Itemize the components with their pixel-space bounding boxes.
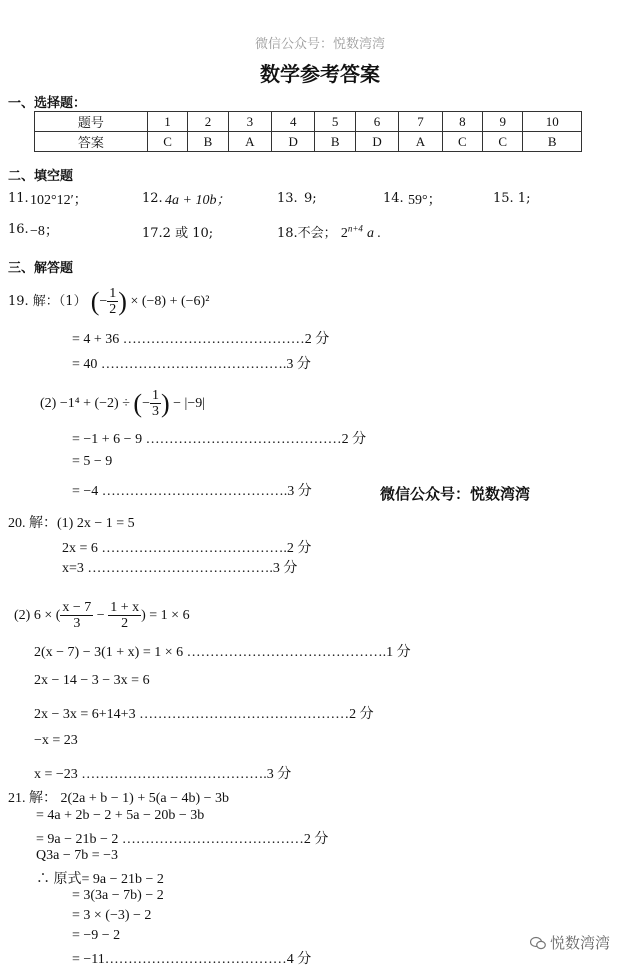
table-cell: 9 [483,112,523,132]
q21-step7: = −9 − 2 [72,928,121,943]
fill-q15: 15. 1; [493,191,531,206]
q19-step1: = 4 + 36 …………………………………2 分 [72,332,330,347]
table-cell: A [399,132,442,152]
wechat-icon [530,936,546,950]
q21-step1: = 4a + 2b − 2 + 5a − 20b − 3b [36,808,205,823]
table-cell: 2 [188,112,228,132]
fill-q14-number: 14. [383,191,404,206]
fraction: $\frac{1}{3}$ [151,388,159,420]
section-solutions: 三、解答题 [8,261,74,276]
table-cell: 5 [315,112,355,132]
fraction: $\frac{1 + x}{2}$ [110,600,140,632]
q19-step2: = 40 ………………………………….3 分 [72,357,311,372]
q20-step1: 2x = 6 ………………………………….2 分 [62,541,312,556]
q20-part2: (2) 6 × ( $\frac{x - 7}{3}$ − $\frac{1 + x}{2}$ ) = 1 × 6 [14,600,190,632]
fill-q18-exponent: n+4 [347,223,363,234]
table-cell: C [483,132,523,152]
table-cell: B [315,132,355,152]
watermark-top: 微信公众号：悦数湾湾 [254,37,385,52]
watermark-brand: 悦数湾湾 [550,934,611,952]
table-cell: A [228,132,271,152]
q19-part1 [8,286,209,318]
fill-q14-answer: 59°； [408,193,442,208]
watermark-bottom-right [530,932,610,953]
q21-step2: = 9a − 21b − 2 …………………………………2 分 [36,832,329,847]
table-row [35,132,582,152]
q20-step2: x=3 ………………………………….3 分 [62,561,298,576]
fraction: $\frac{1}{2}$ [109,286,117,318]
table-cell: 1 [147,112,187,132]
fill-q12-answer: 4a + 10b； [165,193,231,208]
table-cell: D [355,132,398,152]
fill-q16-number: 16. [8,222,29,237]
table-cell: C [442,132,482,152]
fill-q18-base: 2 [340,226,348,241]
fill-q11-number: 11. [8,191,29,206]
q21-step8: = −11…………………………………4 分 [72,952,312,967]
table-cell: 题号 [35,112,148,132]
q19-expression: (− $\frac{1}{2}$ ) × (−8) + (−6)² [90,286,210,318]
fill-q11-answer: 102°12′； [30,193,88,208]
table-cell: B [523,132,582,152]
q20-step7: x = −23 ………………………………….3 分 [34,767,292,782]
table-cell: 7 [399,112,442,132]
fill-q18-tail: a . [367,226,382,241]
section-fill-in: 二、填空题 [8,169,74,184]
table-cell: 答案 [35,132,148,152]
q19-step5: = −4 ………………………………….3 分 [72,484,312,499]
q19-label: 19. 解：（1） [8,294,87,310]
fill-q12-number: 12. [142,191,163,206]
watermark-middle: 微信公众号：悦数湾湾 [380,485,531,503]
table-cell: D [272,132,315,152]
q21-step6: = 3 × (−3) − 2 [72,908,152,923]
q20-step5: 2x − 3x = 6+14+3 ………………………………………2 分 [34,707,374,722]
section-multiple-choice: 一、选择题： [8,96,87,111]
q19-step4: = 5 − 9 [72,454,113,469]
page-title: 数学参考答案 [260,62,380,86]
q20-step6: −x = 23 [34,733,78,748]
q20-step4: 2x − 14 − 3 − 3x = 6 [34,673,150,688]
fill-q18-label: 18.不会； [277,226,337,241]
q21-problem: 21. 解： 2(2a + b − 1) + 5(a − 4b) − 3b [8,791,230,806]
answer-table [34,111,582,152]
table-cell: 4 [272,112,315,132]
table-cell: 6 [355,112,398,132]
q20-step3: 2(x − 7) − 3(1 + x) = 1 × 6 …………………………………….1 分 [34,645,411,660]
fill-q13-number: 13. [277,191,298,206]
table-cell: 10 [523,112,582,132]
table-cell: B [188,132,228,152]
q19-step3: = −1 + 6 − 9 ……………………………………2 分 [72,432,367,447]
q19-part2: (2) −1⁴ + (−2) ÷ (− $\frac{1}{3}$ ) − |−9| [40,388,206,420]
fraction: $\frac{x - 7}{3}$ [62,600,92,632]
q20-part1: 20. 解：(1) 2x − 1 = 5 [8,516,135,531]
fill-q17: 17.2 或 10; [142,226,214,241]
table-cell: 3 [228,112,271,132]
q21-step4: ∴ 原式= 9a − 21b − 2 [36,872,164,887]
fill-q13-answer: 9; [304,191,317,206]
q21-step5: = 3(3a − 7b) − 2 [72,888,164,903]
fill-q18 [277,222,381,242]
q21-step3: Q3a − 7b = −3 [36,848,119,863]
table-cell: 8 [442,112,482,132]
table-cell: C [147,132,187,152]
table-row [35,112,582,132]
fill-q16-answer: −8； [30,224,59,239]
